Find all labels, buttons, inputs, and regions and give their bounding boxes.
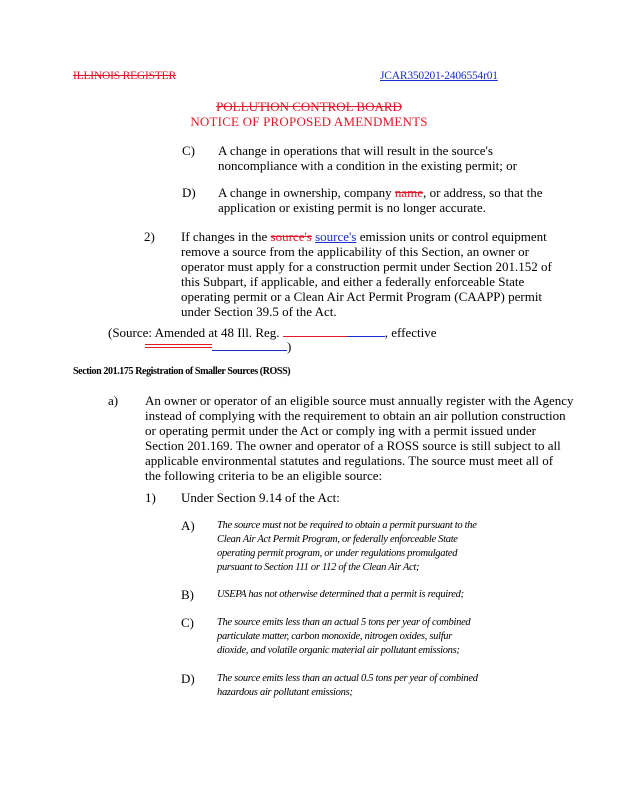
jcar-header-inserted: JCAR350201-2406554r01: [380, 70, 498, 82]
criterion-label-a: A): [181, 518, 195, 533]
para-label-a: a): [108, 393, 119, 408]
notice-title: NOTICE OF PROPOSED AMENDMENTS: [190, 114, 428, 129]
item-d-text: A change in ownership, company name, or address, so that the application or existing permit is no longer accurate.: [218, 185, 543, 215]
item-c-text: A change in operations that will result in the source's noncompliance with a condition in the existing permit; or: [218, 143, 517, 173]
criterion-a-text: The source must not be required to obtain a permit pursuant to the Clean Air Act Permit Program, or federally enforceable State operating permit program, or under regulations promulgated pursuant to Section 111 or 112 of the Clean Air Act;: [217, 520, 477, 573]
source-note-close: ): [287, 339, 292, 354]
board-title-deleted: POLLUTION CONTROL BOARD: [216, 99, 402, 114]
effective-blank-deleted-2: [145, 347, 212, 348]
para-1-text: Under Section 9.14 of the Act:: [181, 490, 340, 505]
effective-blank-deleted: [145, 344, 212, 345]
item-label-d: D): [182, 185, 196, 200]
criterion-c-text: The source emits less than an actual 5 tons per year of combined particulate matter, carbon monoxide, nitrogen oxides, sulfur dioxide, and volatile organic material air pollutant emissions;: [217, 617, 471, 656]
source-note: (Source: Amended at 48 Ill. Reg. , effective: [108, 325, 437, 340]
criterion-d-text: The source emits less than an actual 0.5 tons per year of combined hazardous air pollutant emissions;: [217, 673, 478, 698]
section-heading: Section 201.175 Registration of Smaller Sources (ROSS): [73, 366, 291, 377]
criterion-b-text: USEPA has not otherwise determined that a permit is required;: [217, 589, 464, 600]
criterion-label-c: C): [181, 615, 194, 630]
para-a-text: An owner or operator of an eligible source must annually register with the Agency instead of complying with the requirement to obtain an air pollution construction or operating permit under the Act or comply ing with a permit issued under Section 201.169. The owner and operator of a ROSS source is still subject to all applicable environmental statutes and regulations. The source must meet all of the following criteria to be an eligible source:: [145, 393, 574, 483]
criterion-label-d: D): [181, 671, 195, 686]
para-label-2: 2): [144, 229, 155, 244]
register-header-deleted: ILLINOIS REGISTER: [73, 70, 176, 82]
para-label-1: 1): [145, 490, 156, 505]
para-2-text: If changes in the source's source's emission units or control equipment remove a source from the applicability of this Section, an owner or operator must apply for a construction permit under Section 201.152 of this Subpart, if applicable, and either a federally enforceable State operating permit or a Clean Air Act Permit Program (CAAPP) permit under Section 39.5 of the Act.: [181, 229, 552, 319]
criterion-label-b: B): [181, 587, 194, 602]
item-label-c: C): [182, 143, 195, 158]
effective-blank-inserted: [212, 350, 287, 351]
